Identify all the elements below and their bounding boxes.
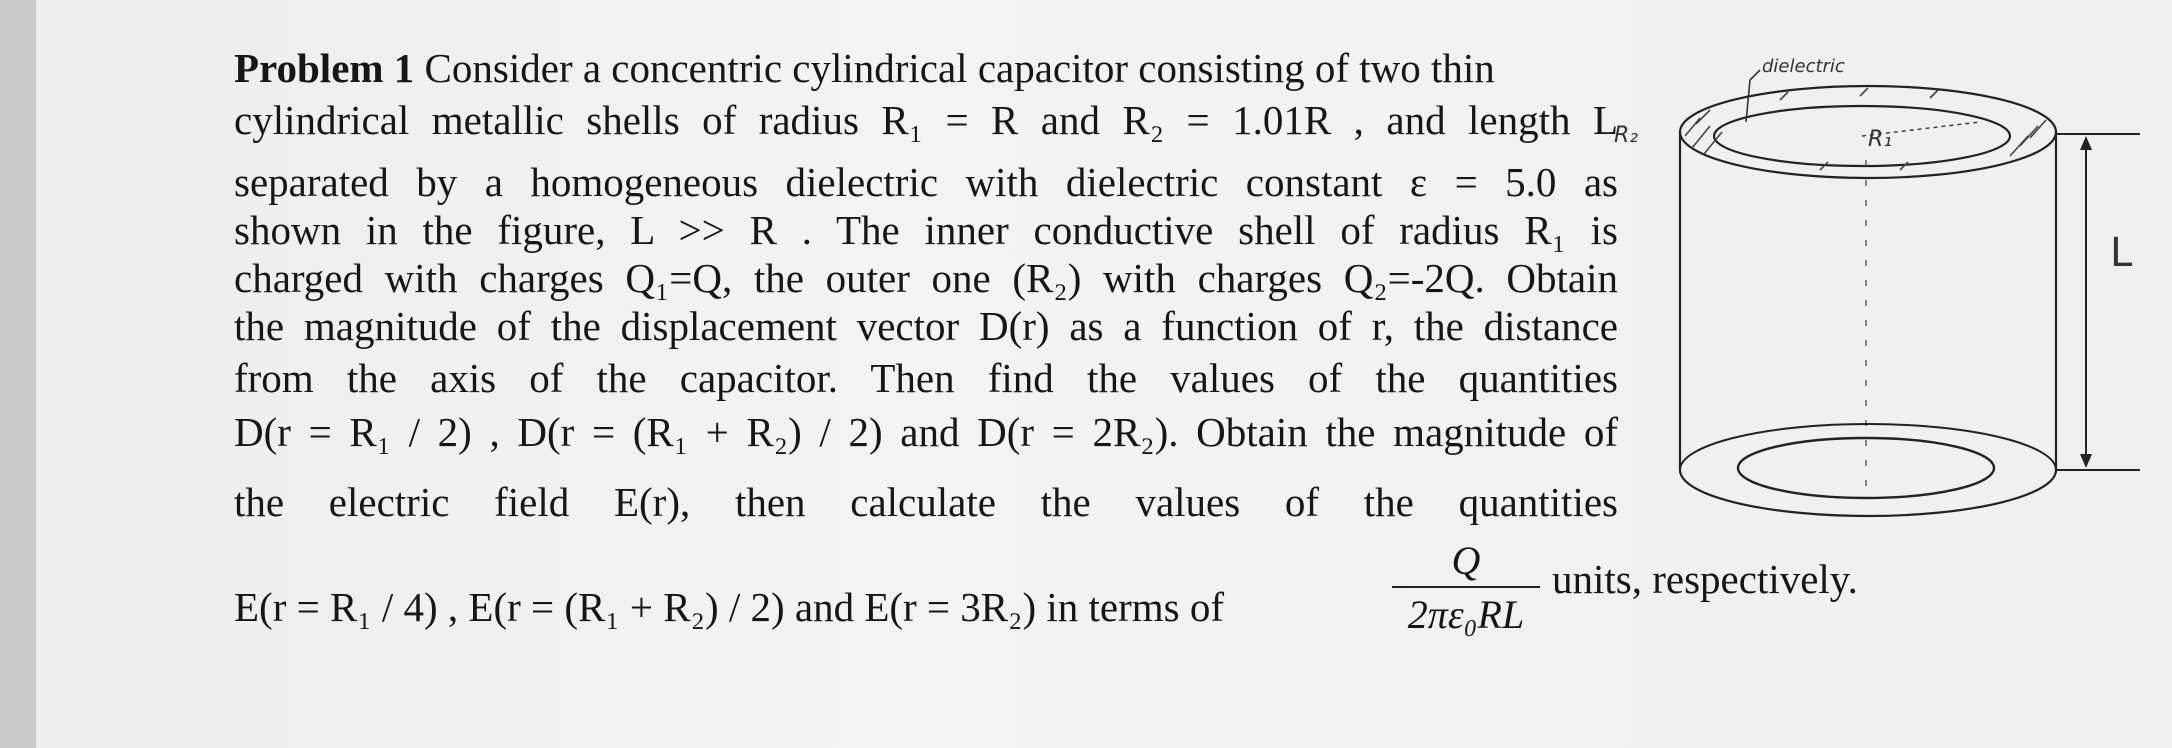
fraction-denominator: 2πε₀RL bbox=[1407, 592, 1525, 637]
dielectric-hatching bbox=[1685, 88, 2046, 170]
fraction-bar bbox=[1392, 586, 1540, 588]
length-label: L bbox=[2110, 230, 2133, 276]
problem-line-2: cylindrical metallic shells of radius R₁ = R and R₂ = 1.01R , and length L bbox=[234, 97, 1618, 143]
problem-line-7: from the axis of the capacitor. Then find the values of the quantities bbox=[234, 355, 1618, 401]
problem-heading: Problem 1 bbox=[234, 45, 415, 91]
outer-shell-bottom-back bbox=[1680, 424, 2056, 470]
outer-radius-label: R₂ bbox=[1614, 123, 1639, 148]
length-arrow-head-top bbox=[2080, 136, 2092, 150]
fraction-numerator: Q bbox=[1451, 538, 1481, 583]
capacitor-figure bbox=[1600, 40, 2140, 530]
problem-line-6: the magnitude of the displacement vector D(r) as a function of r, the distance bbox=[234, 303, 1618, 349]
inner-radius-label: R₁ bbox=[1868, 127, 1893, 152]
problem-line-3: separated by a homogeneous dielectric with dielectric constant ε = 5.0 as bbox=[234, 159, 1618, 205]
problem-line-1 bbox=[234, 46, 1495, 90]
dielectric-label: dielectric bbox=[1762, 56, 1845, 77]
outer-shell-bottom bbox=[1680, 470, 2056, 516]
trailing-units-text: units, respectively. bbox=[1552, 556, 1858, 602]
problem-line-10: E(r = R₁ / 4) , E(r = (R₁ + R₂) / 2) and E(r = 3R₂) in terms of bbox=[234, 584, 1224, 630]
problem-line-1-text: Consider a concentric cylindrical capacitor consisting of two thin bbox=[424, 45, 1495, 91]
unit-fraction bbox=[1392, 538, 1540, 638]
length-arrow-head-bottom bbox=[2080, 454, 2092, 468]
problem-line-9: the electric field E(r), then calculate the values of the quantities bbox=[234, 479, 1618, 525]
problem-line-5: charged with charges Q₁=Q, the outer one (R₂) with charges Q₂=-2Q. Obtain bbox=[234, 255, 1618, 301]
problem-line-4: shown in the figure, L >> R . The inner conductive shell of radius R₁ is bbox=[234, 207, 1618, 253]
problem-line-8: D(r = R₁ / 2) , D(r = (R₁ + R₂) / 2) and D(r = 2R₂). Obtain the magnitude of bbox=[234, 409, 1618, 455]
inner-shell-bottom bbox=[1738, 438, 1994, 498]
